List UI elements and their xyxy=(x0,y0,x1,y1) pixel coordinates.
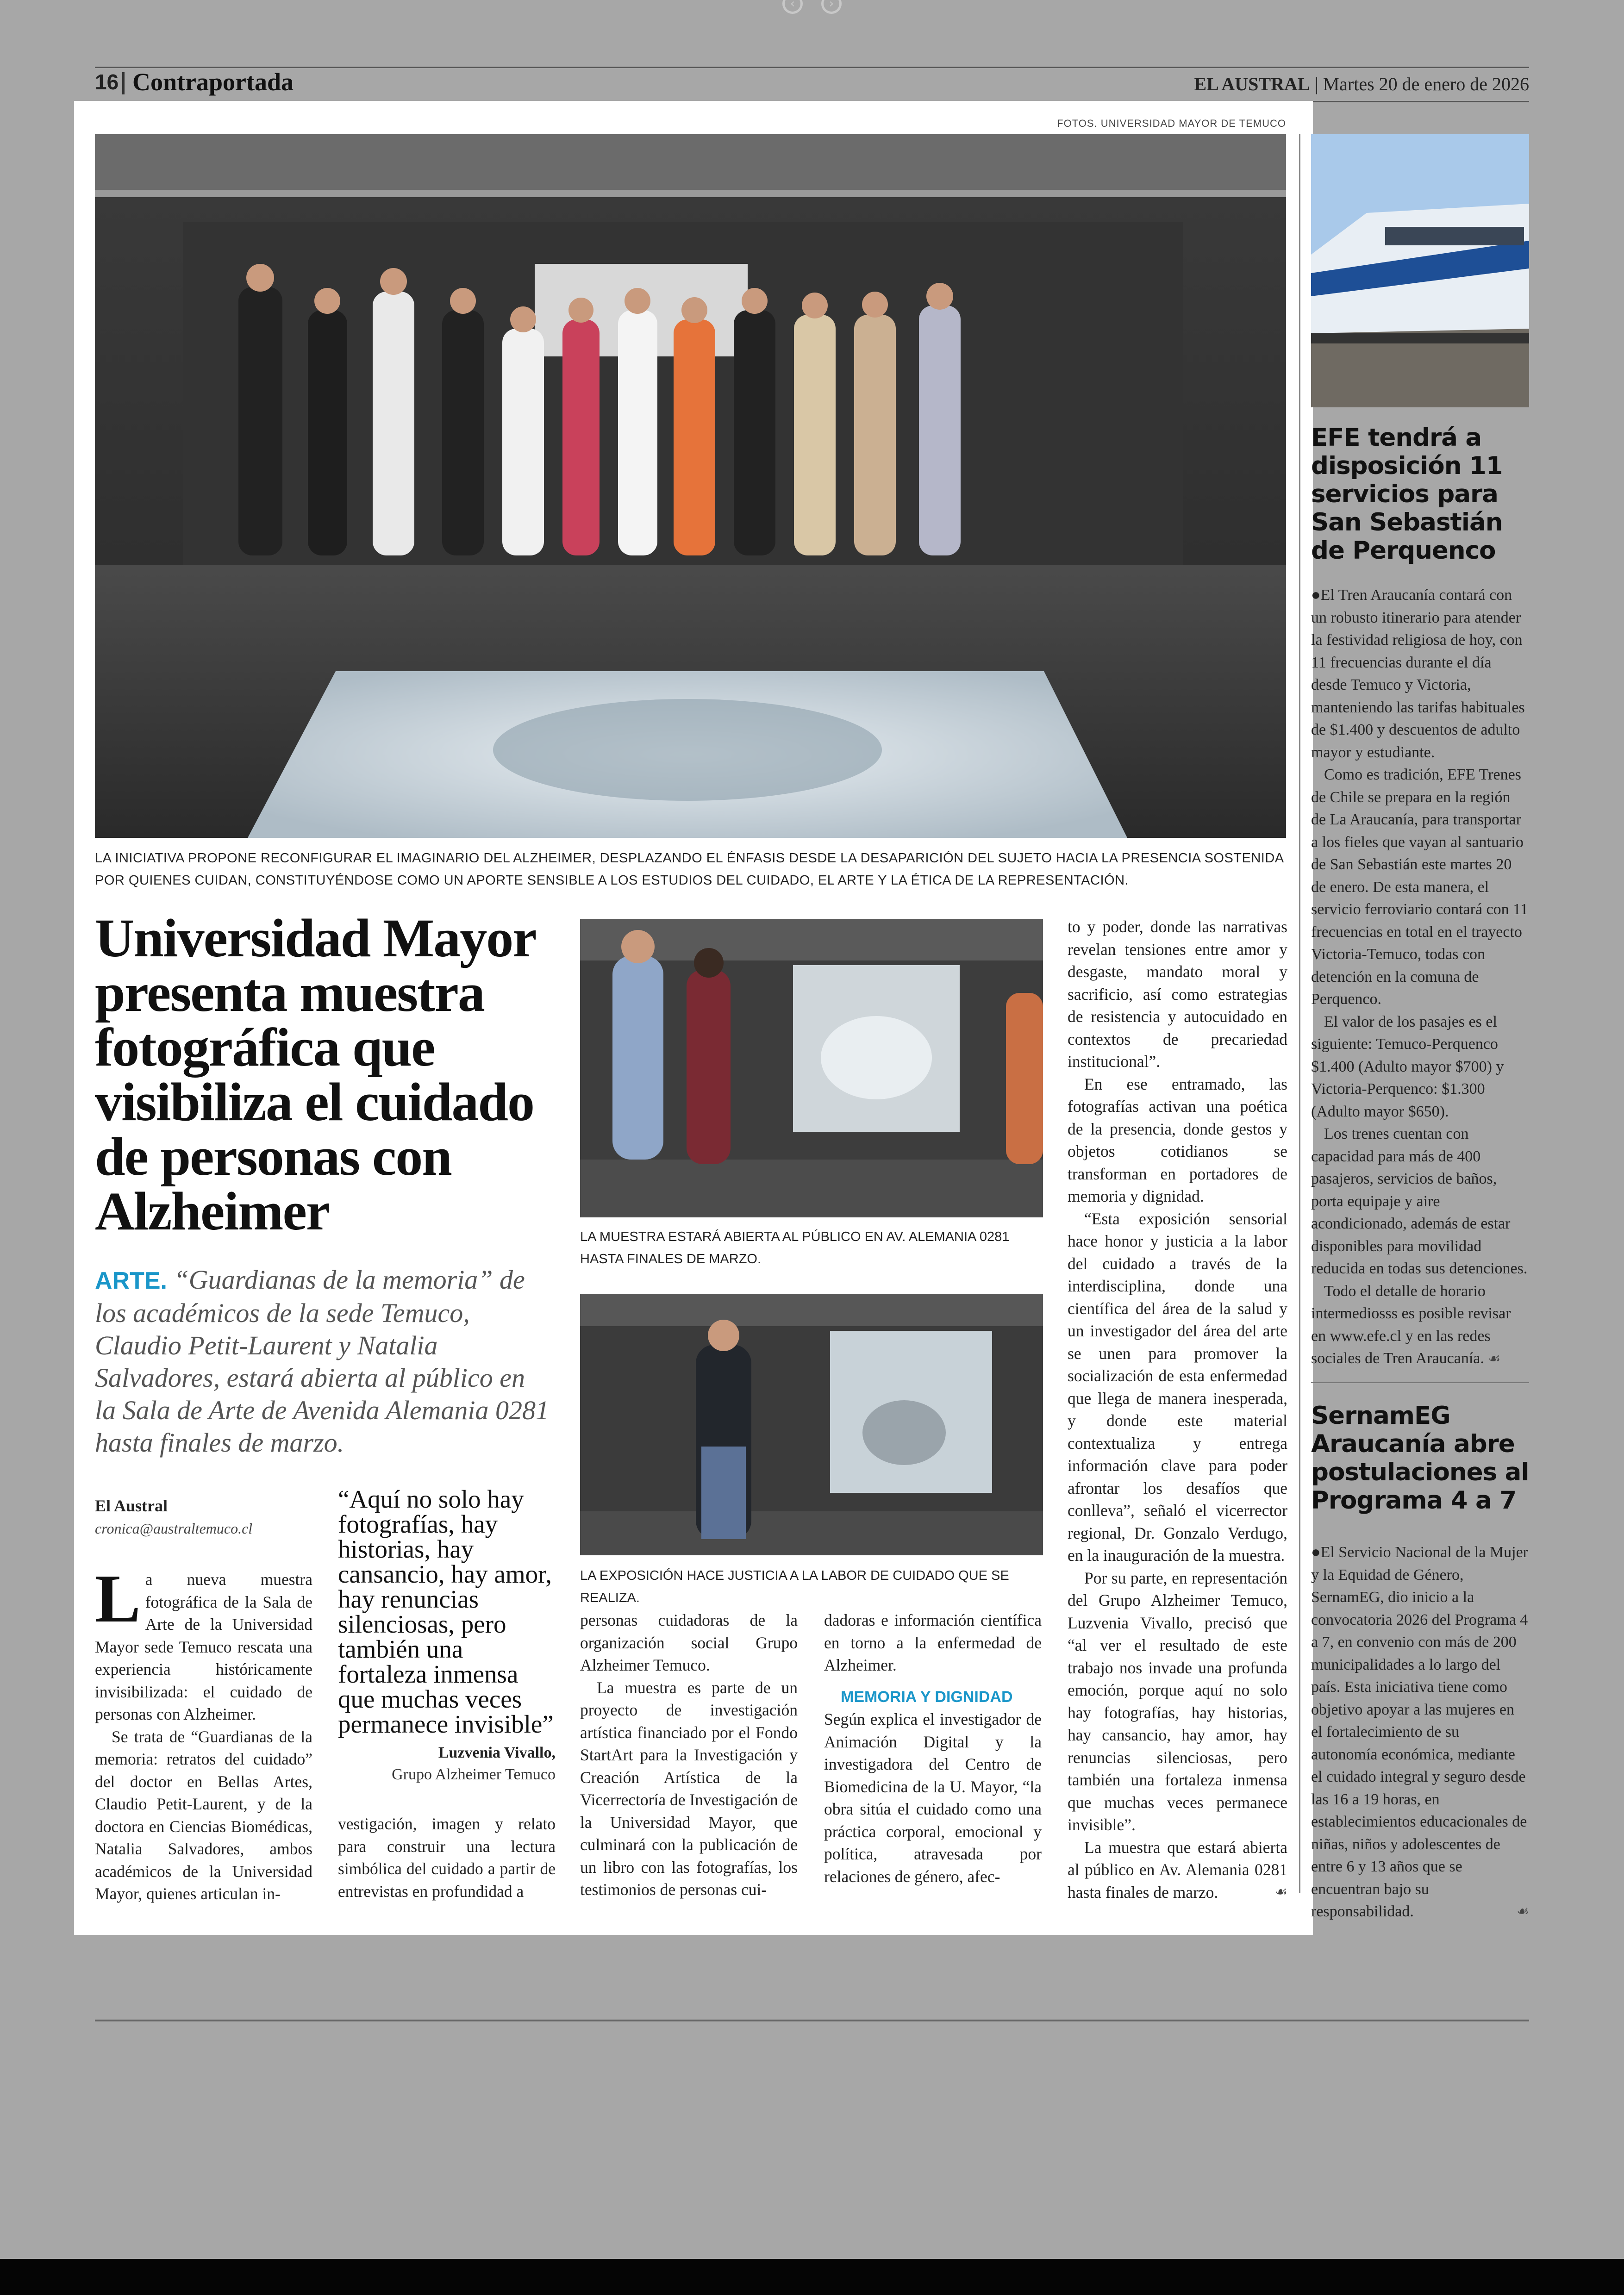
next-page-button[interactable]: › xyxy=(821,0,842,14)
train-illustration xyxy=(1311,134,1529,407)
sidebar-paragraph xyxy=(1311,1280,1529,1371)
article-paragraph: personas cuidadoras de la organización social Grupo Alzheimer Temuco. xyxy=(580,1611,798,1674)
article-paragraph: dadoras e información científica en torno a la enfermedad de Alzheimer. xyxy=(824,1611,1042,1674)
quote-role: Grupo Alzheimer Temuco xyxy=(392,1766,556,1783)
issue-date: Martes 20 de enero de 2026 xyxy=(1323,74,1529,94)
sidebar-paragraph: Como es tradición, EFE Trenes de Chile se prepara en la región de La Araucanía, para transportar a los fieles que vayan al santuario de San Sebastián este martes 20 de enero. De esta manera, el servicio ferroviario contará con 11 frecuencias en total en el trayecto Victoria-Temuco, todas con detención en la comuna de Perquenco. xyxy=(1311,766,1528,1008)
sidebar-paragraph: Los trenes cuentan con capacidad para más de 400 pasajeros, servicios de baños, porta equipaje y aire acondicionado, además de estar disponibles para movilidad reducida en todas sus detenciones. xyxy=(1311,1125,1528,1277)
article-paragraph: En ese entramado, las fotografías activan una poética de la presencia, donde gestos y objetos cotidianos se transforman en portadores de memoria y dignidad. xyxy=(1068,1074,1287,1205)
paragraph-text: Todo el detalle de horario intermediosss es posible revisar en www.efe.cl y en las redes sociales de Tren Araucanía. xyxy=(1311,1282,1511,1367)
exhibition-photo-1 xyxy=(580,919,1043,1217)
sidebar-paragraph xyxy=(1311,1541,1529,1923)
article-paragraph: to y poder, donde las narrativas revelan tensiones entre amor y desgaste, mandato moral y sacrificio, así como estrategias de resistencia y autocuidado en contextos de precariedad institucional”. xyxy=(1068,917,1287,1071)
article-paragraph: vestigación, imagen y relato para construir una lectura simbólica del cuidado a partir de entrevistas en profundidad a xyxy=(338,1815,556,1901)
end-of-article-icon: ☙ xyxy=(1275,1883,1287,1900)
exhibition-photo-2 xyxy=(580,1294,1043,1555)
viewer-bottom-bar xyxy=(0,2259,1624,2295)
bullet-icon: ● xyxy=(1311,586,1321,604)
quote-author: Luzvenia Vivallo, xyxy=(438,1744,556,1761)
header-rule-top xyxy=(95,67,1529,68)
article-paragraph: Se trata de “Guardianas de la memoria: retratos del cuidado” del doctor en Bellas Artes, Claudio Petit-Laurent, y de la doctora en Ciencias Biomédicas, Natalia Salvadores, ambos académicos de la Universidad Mayor, quienes articulan in- xyxy=(95,1727,312,1903)
end-of-story-icon: ☙ xyxy=(1488,1351,1501,1367)
article-paragraph: La muestra es parte de un proyecto de investigación artística financiado por el Fondo StartArt para la Investigación y Creación Artística de la Vicerrectoría de Investigación de la Universidad Mayor, que culminará con la publicación de un libro con las fotografías, los testimonios de personas cui- xyxy=(580,1678,798,1899)
sidebar-story-1-title: EFE tendrá a disposición 11 servicios para San Sebastián de Perquenco xyxy=(1311,424,1503,565)
article-paragraph xyxy=(1068,1836,1287,1904)
page-navigation xyxy=(782,0,842,14)
byline-name: El Austral xyxy=(95,1497,168,1515)
paragraph-text: El Tren Araucanía contará con un robusto itinerario para atender la festividad religiosa de hoy, con 11 frecuencias durante el día desde Temuco y Victoria, manteniendo las tarifas habituales de $1.400 y descuentos de adulto mayor y estudiante. xyxy=(1311,586,1525,761)
end-of-story-icon: ☙ xyxy=(1517,1903,1529,1920)
column-divider xyxy=(1299,134,1300,1893)
page-number: 16 xyxy=(95,70,119,94)
group-photo-illustration xyxy=(95,134,1286,838)
visitor-illustration xyxy=(580,1294,1043,1555)
article-column-5 xyxy=(1068,916,1287,1903)
article-subhead: MEMORIA Y DIGNIDAD xyxy=(841,1688,1013,1706)
train-photo xyxy=(1311,134,1529,407)
page-bottom-rule xyxy=(95,2020,1529,2021)
prev-page-button[interactable]: ‹ xyxy=(782,0,803,14)
article-column-3 xyxy=(580,1609,798,1901)
main-photo-caption: LA INICIATIVA PROPONE RECONFIGURAR EL IMAGINARIO DEL ALZHEIMER, DESPLAZANDO EL ÉNFASIS DESDE LA DESAPARICIÓN DEL SUJETO HACIA LA PRESENCIA SOSTENIDA POR QUIENES CUIDAN, CONSTITUYÉNDOSE COMO UN APORTE SENSIBLE A LOS ESTUDIOS DEL CUIDADO, EL ARTE Y LA ÉTICA DE LA REPRESENTACIÓN. xyxy=(95,851,1284,888)
lead-text: “Guardianas de la memoria” de los académicos de la sede Temuco, Claudio Petit-Laurent y Natalia Salvadores, estará abierta al público en la Sala de Arte de Avenida Alemania 0281 hasta finales de marzo. xyxy=(95,1265,550,1458)
article-column-2 xyxy=(338,1813,556,1902)
photo-credit: FOTOS. UNIVERSIDAD MAYOR DE TEMUCO xyxy=(1057,118,1286,129)
lead-tag: ARTE. xyxy=(95,1267,167,1294)
header-divider xyxy=(122,72,125,94)
article-column-4 xyxy=(824,1609,1042,1888)
paragraph-text: El Servicio Nacional de la Mujer y la Equidad de Género, SernamEG, dio inicio a la convocatoria 2026 del Programa 4 a 7, en convenio con más de 200 municipalidades a lo largo del país. Esta iniciativa tiene como objetivo apoyar a las mujeres en el fortalecimiento de su autonomía económica, mediante el cuidado integral y seguro desde las 16 a 19 horas, en establecimientos educacionales de niñas, niños y adolescentes de entre 6 y 13 años que se encuentran bajo su responsabilidad. xyxy=(1311,1544,1529,1920)
sidebar-paragraph xyxy=(1311,584,1529,764)
bullet-icon: ● xyxy=(1311,1544,1321,1561)
pull-quote: “Aquí no solo hay fotografías, hay historias, hay cansancio, hay amor, hay renuncias silenciosas, pero también una fortaleza inmensa que muchas veces permanece invisible” xyxy=(338,1485,554,1738)
sidebar-story-1-body xyxy=(1311,584,1529,1371)
article-column-1 xyxy=(95,1561,312,1905)
paragraph-text: La muestra que estará abierta al público en Av. Alemania 0281 hasta finales de marzo. xyxy=(1068,1838,1287,1902)
sidebar-story-2-title: SernamEG Araucanía abre postulaciones al Programa 4 a 7 xyxy=(1311,1402,1529,1515)
drop-cap: L xyxy=(95,1561,141,1637)
article-paragraph: “Esta exposición sensorial hace honor y justicia a la labor del cuidado a través de la interdisciplina, donde una científica del área de la salud y un investigador del área del arte se unen para promover la socialización de esta enfermedad que llega de manera inesperada, y donde este material contextualiza y entrega información clave para poder afrontar los desafíos que conlleva”, señaló el vicerrector regional, Dr. Gonzalo Verdugo, en la inauguración de la muestra. xyxy=(1068,1209,1287,1565)
sidebar-paragraph: El valor de los pasajes es el siguiente: Temuco-Perquenco $1.400 (Adulto mayor $700) y Victoria-Perquenco: $1.300 (Adulto mayor $650). xyxy=(1311,1013,1504,1120)
byline-email[interactable]: cronica@australtemuco.cl xyxy=(95,1520,253,1537)
article-paragraph xyxy=(95,1561,312,1726)
main-photo xyxy=(95,134,1286,838)
paragraph-text: a nueva muestra fotográfica de la Sala de Arte de la Universidad Mayor sede Temuco rescata una experiencia históricamente invisibilizada: el cuidado de personas con Alzheimer. xyxy=(95,1570,312,1723)
article-headline: Universidad Mayor presenta muestra fotográfica que visibiliza el cuidado de personas con Alzheimer xyxy=(95,908,535,1241)
photo-1-caption: LA MUESTRA ESTARÁ ABIERTA AL PÚBLICO EN AV. ALEMANIA 0281 HASTA FINALES DE MARZO. xyxy=(580,1229,1010,1266)
two-visitors-illustration xyxy=(580,919,1043,1217)
article-paragraph: Por su parte, en representación del Grupo Alzheimer Temuco, Luzvenia Vivallo, precisó que “al ver el resultado de este trabajo nos invade una profunda emoción, porque aquí no solo hay fotografías, hay historias, hay cansancio, hay amor, hay renuncias silenciosas, pero también una fortaleza inmensa que muchas veces permanece invisible”. xyxy=(1068,1568,1287,1834)
sidebar-story-2-body xyxy=(1311,1541,1529,1923)
sidebar-divider xyxy=(1311,1382,1529,1383)
newspaper-and-date: EL AUSTRAL | Martes 20 de enero de 2026 xyxy=(1194,74,1529,94)
newspaper-name: EL AUSTRAL xyxy=(1194,74,1310,94)
article-paragraph: Según explica el investigador de Animación Digital y la investigadora del Centro de Biomedicina de la U. Mayor, “la obra sitúa el cuidado como una práctica corporal, emocional y política, atravesada por relaciones de género, afec- xyxy=(824,1710,1042,1886)
section-name: Contraportada xyxy=(132,68,294,96)
article-lead xyxy=(95,1264,551,1459)
photo-2-caption: LA EXPOSICIÓN HACE JUSTICIA A LA LABOR DE CUIDADO QUE SE REALIZA. xyxy=(580,1568,1009,1605)
